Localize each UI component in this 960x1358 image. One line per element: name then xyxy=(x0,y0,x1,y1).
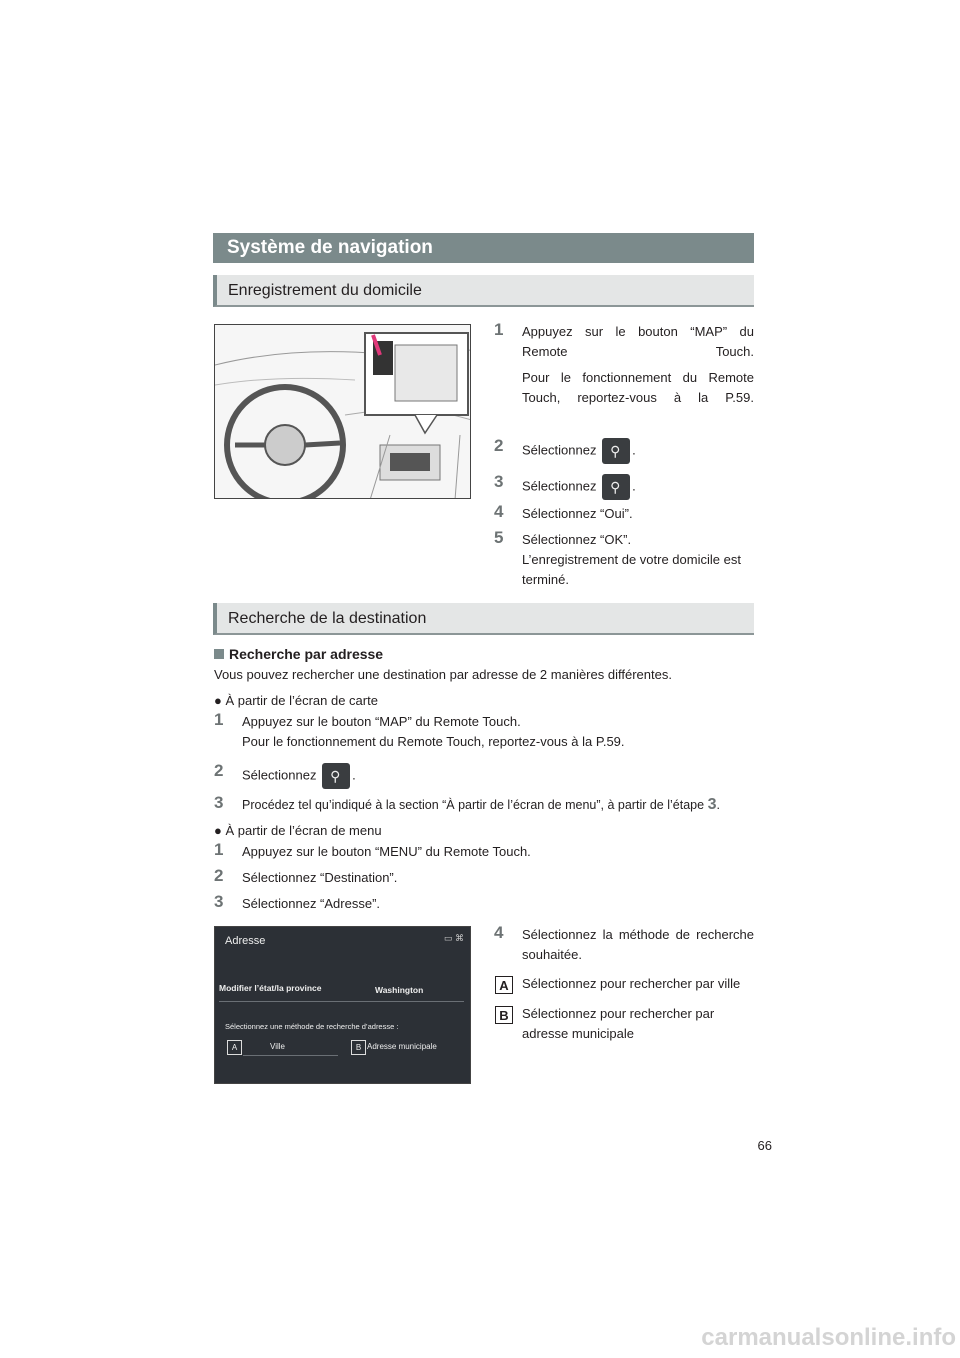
dashboard-illustration xyxy=(214,324,471,499)
step-text: Appuyez sur le bouton “MENU” du Remote Touch. xyxy=(242,844,531,859)
step-note: Pour le fonctionnement du Remote Touch, reportez-vous à la P.59. xyxy=(242,734,625,749)
step-text: Sélectionnez “OK”. xyxy=(522,532,632,547)
watermark: carmanualsonline.info xyxy=(701,1324,956,1351)
step-text: Sélectionnez “Oui”. xyxy=(522,506,633,521)
map-step-1 xyxy=(214,712,754,752)
section-title: Système de navigation xyxy=(213,233,754,263)
divider xyxy=(243,1055,338,1056)
state-value: Washington xyxy=(375,985,424,995)
step-text: Appuyez sur le bouton “MAP” du Remote Touch. xyxy=(242,714,521,729)
divider xyxy=(219,1001,464,1002)
map-step-2 xyxy=(214,763,754,789)
menu-step-3 xyxy=(214,894,754,914)
step-text: Appuyez sur le bouton “MAP” du Remote Touch. xyxy=(522,324,754,359)
map-step-3 xyxy=(214,795,759,815)
legend-text-a: Sélectionnez pour rechercher par ville xyxy=(522,976,741,991)
button-a-letter: A xyxy=(227,1040,242,1055)
destination-icon xyxy=(602,438,630,464)
home-step-1 xyxy=(494,322,754,408)
step-number: 3 xyxy=(214,793,224,812)
step-reference: 3 xyxy=(707,796,717,813)
map-mode-title xyxy=(214,692,378,710)
home-step-4 xyxy=(494,504,754,524)
screen-title: Adresse xyxy=(225,935,266,947)
step-number: 1 xyxy=(494,320,504,339)
address-screen xyxy=(214,926,471,1084)
step-text: Sélectionnez xyxy=(242,767,317,783)
city-button[interactable]: Ville xyxy=(270,1042,285,1051)
legend-text-b: Sélectionnez pour rechercher par adresse municipale xyxy=(522,1006,715,1041)
menu-step-4 xyxy=(494,925,754,965)
step-number: 3 xyxy=(494,472,504,491)
street-address-button[interactable]: Adresse municipale xyxy=(367,1042,437,1051)
intro-text: Vous pouvez rechercher une destination par adresse de 2 manières différentes. xyxy=(214,667,672,682)
dest-heading: Recherche de la destination xyxy=(213,603,754,635)
page-number: 66 xyxy=(757,1138,772,1153)
bullet-text: À partir de l’écran de carte xyxy=(225,693,378,708)
step-text-after: . xyxy=(632,478,636,494)
step-text: Sélectionnez xyxy=(522,442,597,458)
legend-letter-a: A xyxy=(495,976,513,994)
square-bullet-icon xyxy=(214,649,224,659)
sub-heading-text: Recherche par adresse xyxy=(229,646,384,662)
button-b-letter: B xyxy=(351,1040,366,1055)
step-number: 3 xyxy=(214,892,224,911)
set-home-icon xyxy=(602,474,630,500)
menu-step-1 xyxy=(214,842,754,862)
step-number: 2 xyxy=(214,761,224,780)
step-number: 2 xyxy=(494,436,504,455)
menu-step-2 xyxy=(214,868,754,888)
menu-mode-title xyxy=(214,822,382,840)
round-bullet-icon: ● xyxy=(214,823,222,838)
step-number: 1 xyxy=(214,710,224,729)
step-number: 4 xyxy=(494,923,504,942)
step-text-after: . xyxy=(632,442,636,458)
sub-heading xyxy=(214,646,383,662)
bullet-text: À partir de l’écran de menu xyxy=(225,823,382,838)
step-text-after: . xyxy=(352,767,356,783)
step-text: Sélectionnez la méthode de recherche souhaitée. xyxy=(522,927,754,962)
search-prompt: Sélectionnez une méthode de recherche d’adresse : xyxy=(225,1022,399,1031)
home-heading: Enregistrement du domicile xyxy=(213,275,754,307)
step-text-after: . xyxy=(716,798,720,812)
state-label: Modifier l’état/la province xyxy=(219,983,322,993)
step-number: 2 xyxy=(214,866,224,885)
step-text: Sélectionnez “Adresse”. xyxy=(242,896,381,911)
step-note: L’enregistrement de votre domicile est terminé. xyxy=(522,552,741,587)
home-step-2 xyxy=(494,438,754,464)
step-text: Sélectionnez “Destination”. xyxy=(242,870,398,885)
step-number: 4 xyxy=(494,502,504,521)
home-step-3 xyxy=(494,474,754,500)
step-text: Sélectionnez xyxy=(522,478,597,494)
destination-icon xyxy=(322,763,350,789)
status-icons: ▭ ⌘ xyxy=(443,933,464,943)
step-note: Pour le fonctionnement du Remote Touch, reportez-vous à la P.59. xyxy=(522,370,754,405)
legend-letter-b: B xyxy=(495,1006,513,1024)
round-bullet-icon: ● xyxy=(214,693,222,708)
step-text: Procédez tel qu’indiqué à la section “À partir de l’écran de menu”, à partir de l’étape xyxy=(242,798,705,812)
step-number: 5 xyxy=(494,528,504,547)
home-step-5 xyxy=(494,530,754,590)
step-number: 1 xyxy=(214,840,224,859)
